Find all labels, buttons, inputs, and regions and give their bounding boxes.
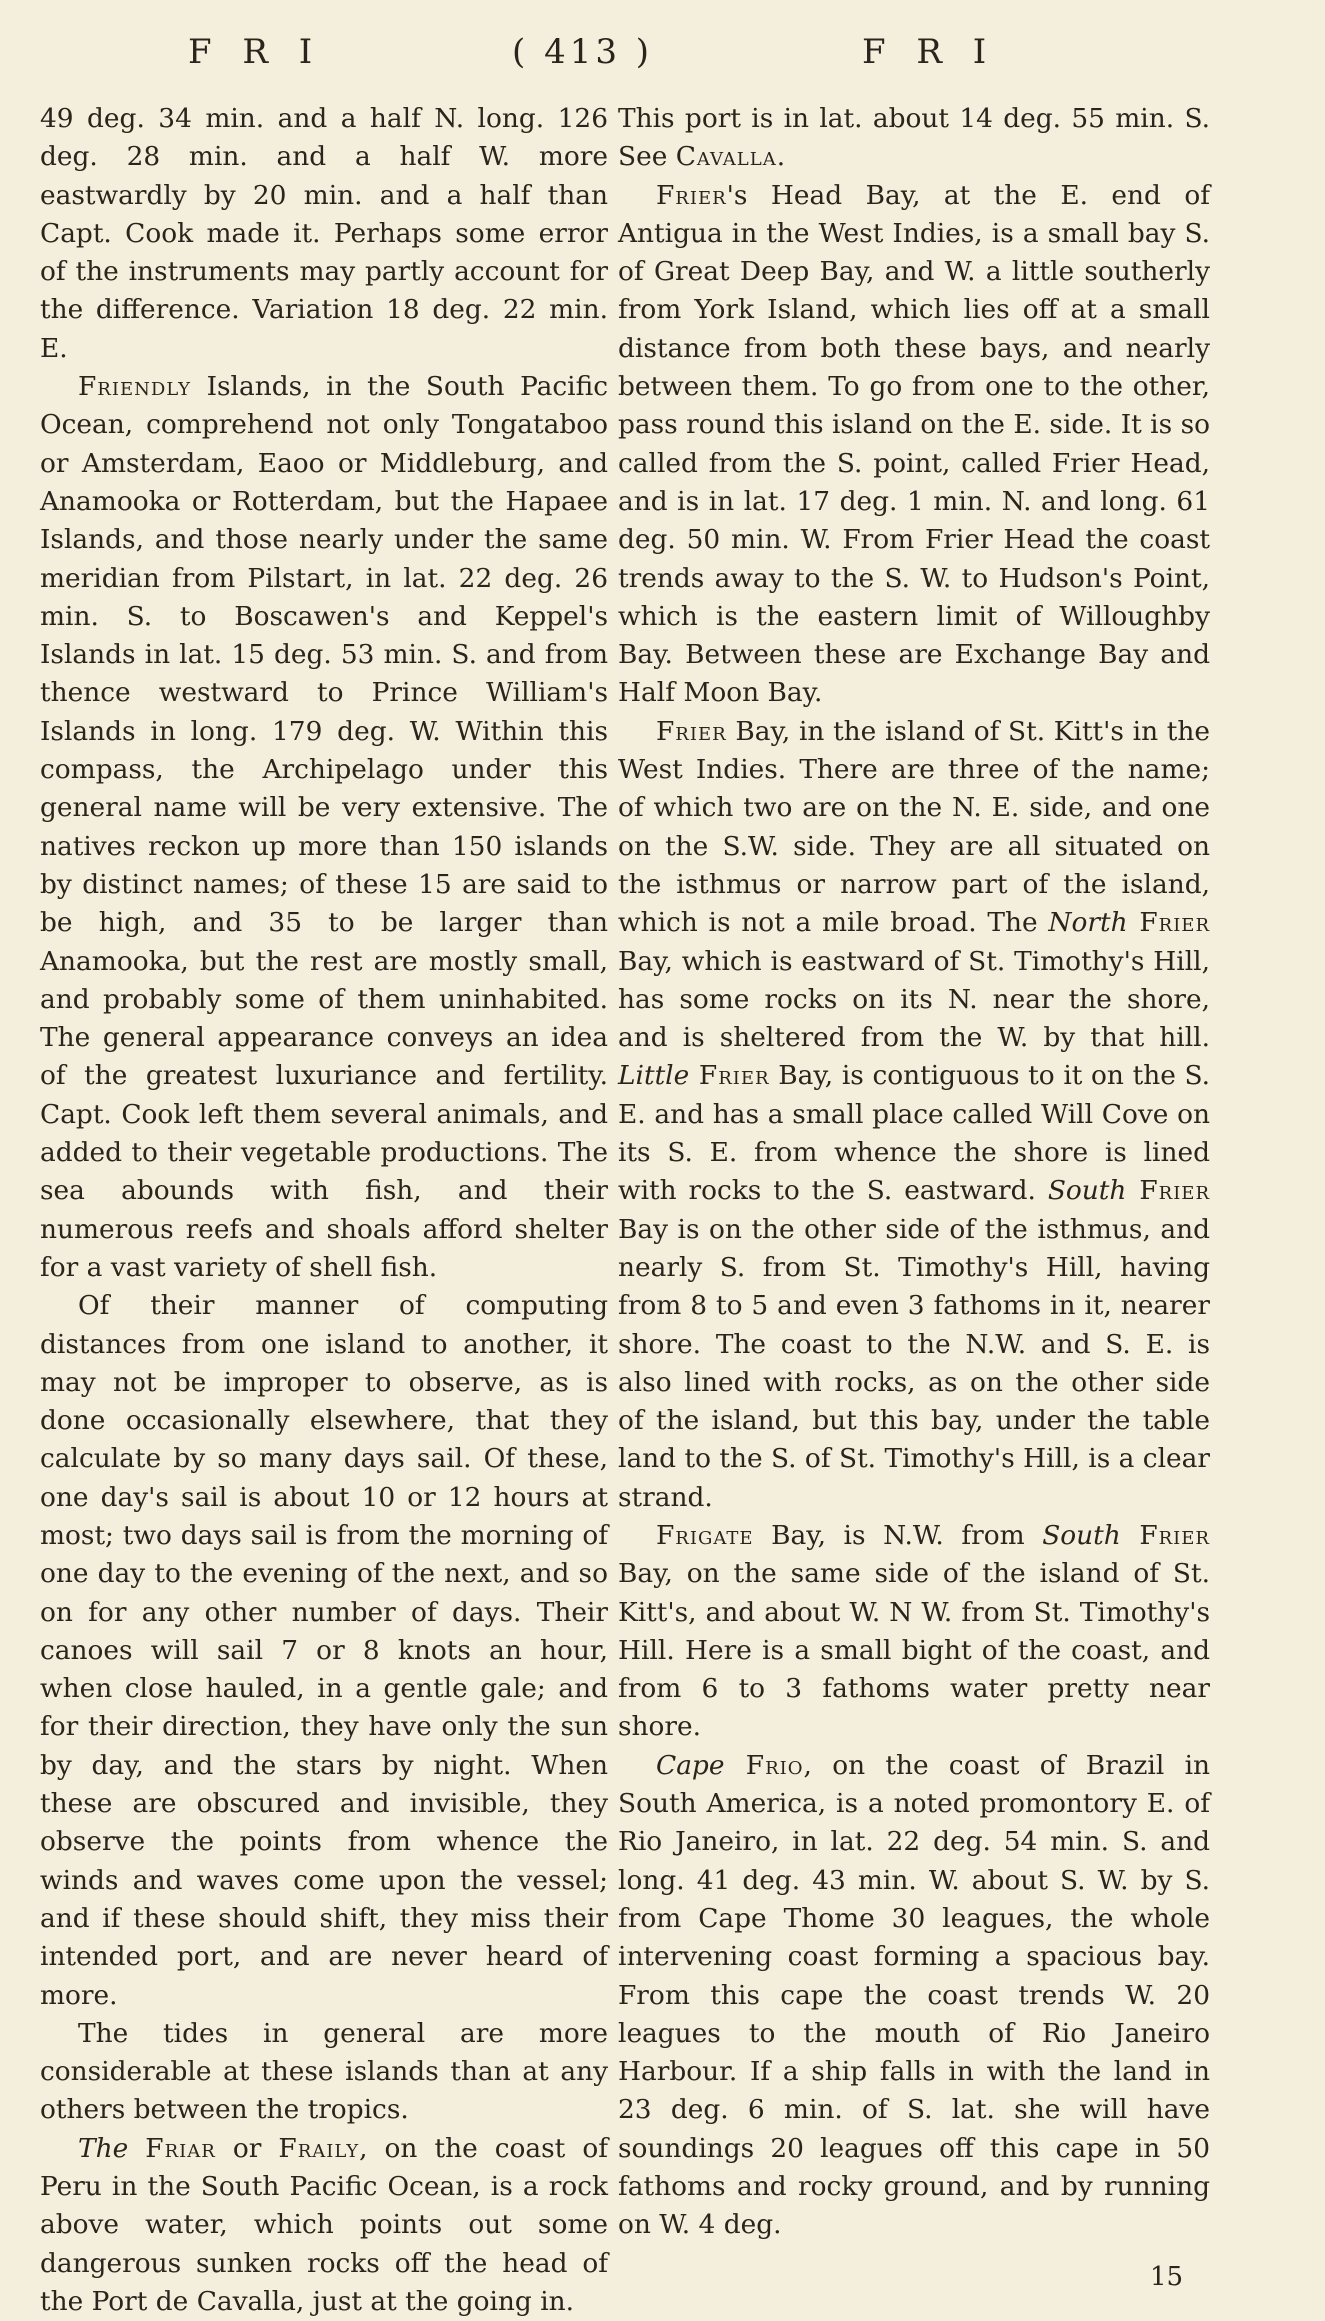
entry-frier-bay: Frier Bay, in the island of St. Kitt's in the West Indies. There are three of the name; of which two are on the N. E. side, and one on the S.W. side. They are all situated on the isthmus or narrow part of the island, which is not a mile broad. The North Frier Bay, which is eastward of St. Timothy's Hill, has some rocks on its N. near the shore, and is sheltered from the W. by that hill. Little Frier Bay, is contiguous to it on the S. E. and has a small place called Will Cove on its S. E. from whence the shore is lined with rocks to the S. eastward. South Frier Bay is on the other side of the isthmus, and nearly S. from St. Timothy's Hill, having from 8 to 5 and even 3 fathoms in it, nearer shore. The coast to the N.W. and S. E. is also lined with rocks, as on the other side of the island, but this bay, under the table land to the S. of St. Timothy's Hill, is a clear strand.: [618, 715, 1211, 1513]
entry-friendly-islands: Friendly Islands, in the South Pacific Ocean, comprehend not only Tongataboo or Amsterdam, Eaoo or Middleburg, and Anamooka or Rotterdam, but the Hapaee Islands, and those nearly under the same meridian from Pilstart, in lat. 22 deg. 26 min. S. to Boscawen's and Keppel's Islands in lat. 15 deg. 53 min. S. and from thence westward to Prince William's Islands in long. 179 deg. W. Within this compass, the Archipelago under this general name will be very extensive. The natives reckon up more than 150 islands by distinct names; of these 15 are said to be high, and 35 to be larger than Anamooka, but the rest are mostly small, and probably some of them uninhabited. The general appearance conveys an idea of the greatest luxuriance and fertility. Capt. Cook left them several animals, and added to their vegetable productions. The sea abounds with fish, and their numerous reefs and shoals afford shelter for a vast variety of shell fish.: [40, 371, 608, 1283]
entry-friar: The Friar or Fraily, on the coast of Peru in the South Pacific Ocean, is a rock above water, which points out some dangerous sunken rocks off the head of the Port de Cavalla, just at the going in.: [40, 2132, 608, 2317]
entry-headword: Friendly: [78, 371, 191, 403]
entry-headword: Friar: [145, 2132, 216, 2164]
entry-headword: Frio: [724, 1749, 804, 1781]
entry-headword: Frier: [656, 715, 727, 747]
header-left: F R I: [188, 32, 323, 72]
page-number: ( 413 ): [512, 32, 654, 72]
paragraph-continued: 49 deg. 34 min. and a half N. long. 126 deg. 28 min. and a half W. more eastwardly by 20 min. and a half than Capt. Cook made it. Perhaps some error of the instruments may partly account for the difference. Variation 18 deg. 22 min. E.: [40, 103, 608, 364]
running-header: [0, 32, 1325, 88]
paragraph-continued: This port is in lat. about 14 deg. 55 min. S. See Cavalla.: [618, 103, 1210, 173]
entry-headword: Frigate: [656, 1519, 754, 1551]
catchword: 15: [1150, 2262, 1184, 2292]
header-right: F R I: [862, 32, 997, 72]
left-column: [40, 100, 608, 2321]
entry-cape-frio: Cape Frio, on the coast of Brazil in South America, is a noted promontory E. of Rio Janeiro, in lat. 22 deg. 54 min. S. and long. 41 deg. 43 min. W. about S. W. by S. from Cape Thome 30 leagues, the whole intervening coast forming a spacious bay. From this cape the coast trends W. 20 leagues to the mouth of Rio Janeiro Harbour. If a ship falls in with the land in 23 deg. 6 min. of S. lat. she will have soundings 20 leagues off this cape in 50 fathoms and rocky ground, and by running on W. 4 deg.: [618, 1749, 1211, 2241]
paragraph: Of their manner of computing distances from one island to another, it may not be improper to observe, as is done occasionally elsewhere, that they calculate by so many days sail. Of these, one day's sail is about 10 or 12 hours at most; two days sail is from the morning of one day to the evening of the next, and so on for any other number of days. Their canoes will sail 7 or 8 knots an hour, when close hauled, in a gentle gale; and for their direction, they have only the sun by day, and the stars by night. When these are obscured and invisible, they observe the points from whence the winds and waves come upon the vessel; and if these should shift, they miss their intended port, and are never heard of more.: [40, 1290, 608, 2011]
entry-headword: Fraily: [278, 2132, 360, 2164]
cross-reference: Cavalla: [675, 141, 777, 173]
paragraph: The tides in general are more considerable at these islands than at any others between the tropics.: [40, 2017, 608, 2126]
entry-friers-head-bay: Frier's Head Bay, at the E. end of Antigua in the West Indies, is a small bay S. of Great Deep Bay, and W. a little southerly from York Island, which lies off at a small distance from both these bays, and nearly between them. To go from one to the other, pass round this island on the E. side. It is so called from the S. point, called Frier Head, and is in lat. 17 deg. 1 min. N. and long. 61 deg. 50 min. W. From Frier Head the coast trends away to the S. W. to Hudson's Point, which is the eastern limit of Willoughby Bay. Between these are Exchange Bay and Half Moon Bay.: [618, 179, 1210, 709]
entry-headword: Frier: [656, 179, 727, 211]
entry-frigate-bay: Frigate Bay, is N.W. from South Frier Bay, on the same side of the island of St. Kitt's, and about W. N W. from St. Timothy's Hill. Here is a small bight of the coast, and from 6 to 3 fathoms water pretty near shore.: [618, 1519, 1210, 1743]
right-column: [618, 100, 1210, 2245]
